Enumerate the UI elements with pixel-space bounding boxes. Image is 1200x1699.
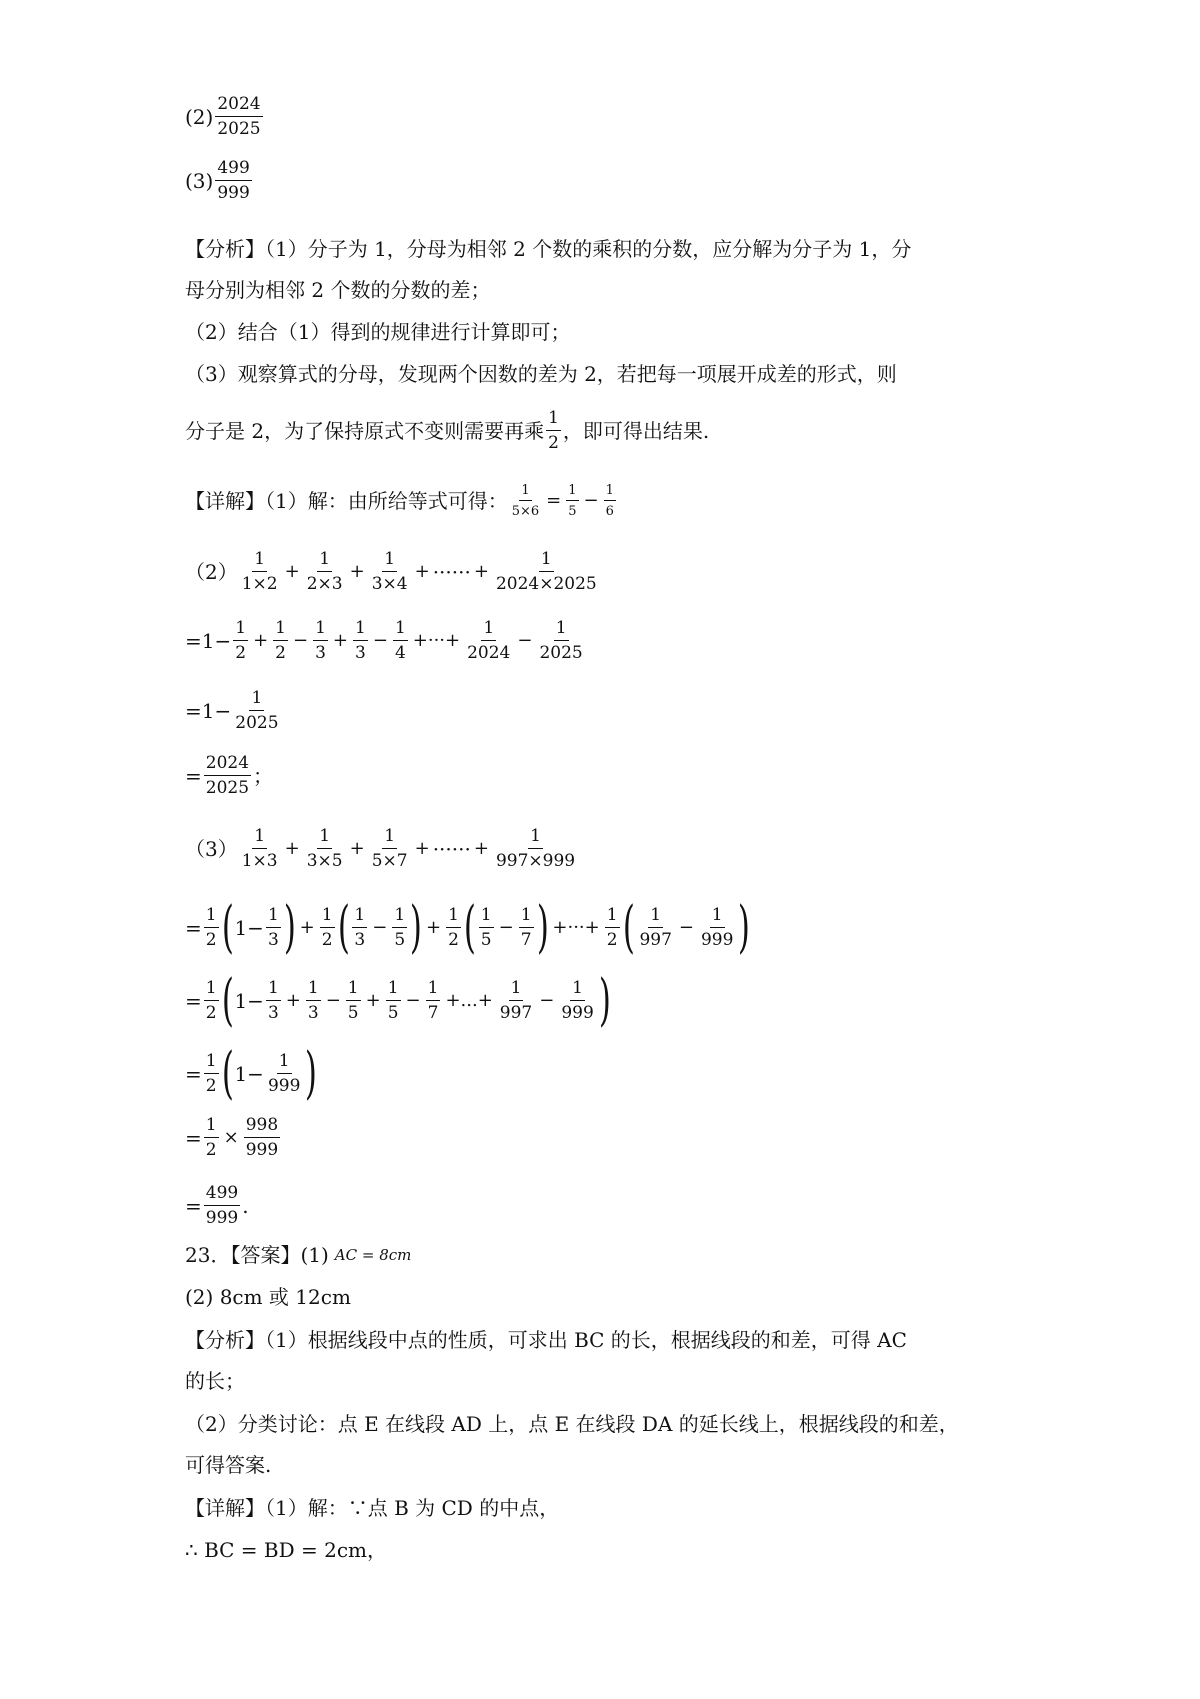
analysis-line: 母分别为相邻 2 个数的分数的差；: [185, 278, 491, 302]
analysis-line: （3）观察算式的分母，发现两个因数的差为 2，若把每一项展开成差的形式，则: [185, 362, 897, 386]
analysis-line: 可得答案.: [185, 1453, 272, 1477]
formula-line: （2） $\frac{1}{1\times 2}$ + $\frac{1}{2\times 3}$ + $\frac{1}{3\times 4}$ + ······ + $\frac{1}{2024\times 2025}$: [185, 549, 597, 594]
detail-line: 【详解】（1）解：∵点 B 为 CD 的中点，: [185, 1496, 560, 1520]
formula-line: = $\frac{1}{2}$ × $\frac{998}{999}$: [185, 1115, 279, 1160]
analysis-line: 分子是 2，为了保持原式不变则需要再乘 $\frac{1}{2}$ ，即可得出结果.: [185, 408, 710, 453]
formula-line: = $\frac{2024}{2025}$ ；: [185, 753, 274, 798]
fraction: $\frac{499}{999}$: [217, 158, 250, 203]
analysis-line: 【分析】（1）分子为 1，分母为相邻 2 个数的乘积的分数，应分解为分子为 1，分: [185, 237, 912, 261]
answer-2: [185, 96, 1050, 138]
fraction: $\frac{1}{2}$: [548, 408, 559, 453]
fraction: $\frac{1}{1\times 2}$: [241, 549, 278, 594]
fraction: $\frac{1}{2\times 3}$: [306, 549, 343, 594]
formula-line: （3） $\frac{1}{1\times 3}$ + $\frac{1}{3\times 5}$ + $\frac{1}{5\times 7}$ + ······ + $\frac{1}{997\times 999}$: [185, 826, 576, 871]
formula-line: =1− $\frac{1}{2025}$: [185, 688, 279, 733]
formula-line: = $\frac{1}{2}$ ( 1− $\frac{1}{3}$ + $\frac{1}{3}$ − $\frac{1}{5}$ + $\frac{1}{5}$ − $\frac{1}{7}$ +...+ $\frac{1}{997}$ − $\frac{1}{999}$ ): [185, 968, 611, 1033]
fraction: $\frac{1}{6}$: [605, 483, 614, 519]
detail-line: ∴ BC = BD = 2cm，: [185, 1538, 388, 1562]
analysis-line: 的长；: [185, 1369, 245, 1393]
answer-label: (2): [185, 105, 214, 129]
fraction: $\frac{1}{5\times 6}$: [511, 483, 540, 519]
formula-line: = $\frac{1}{2}$ ( 1− $\frac{1}{3}$ ) + $\frac{1}{2}$ ( $\frac{1}{3}$ − $\frac{1}{5}$ ) + $\frac{1}{2}$ ( $\frac{1}{5}$ − $\frac{1}{7}$ ) +···+ $\frac{1}{2}$ ( $\frac{1}{997}$ − $\frac{1}{999}$ ): [185, 895, 751, 960]
detail-line: 【详解】（1）解：由所给等式可得： $\frac{1}{5\times 6}$ = $\frac{1}{5}$ − $\frac{1}{6}$: [185, 483, 614, 519]
analysis-line: （2）结合（1）得到的规律进行计算即可；: [185, 320, 571, 344]
answer-label: (3): [185, 169, 214, 193]
fraction: $\frac{1}{2024\times 2025}$: [495, 549, 597, 594]
formula-line: = $\frac{1}{2}$ ( 1− $\frac{1}{999}$ ): [185, 1041, 318, 1106]
formula-line: =1− $\frac{1}{2}$ + $\frac{1}{2}$ − $\frac{1}{3}$ + $\frac{1}{3}$ − $\frac{1}{4}$ +···+ $\frac{1}{2024}$ − $\frac{1}{2025}$: [185, 618, 583, 663]
answer-line: (2) 8cm 或 12cm: [185, 1285, 351, 1309]
analysis-line: （2）分类讨论：点 E 在线段 AD 上，点 E 在线段 DA 的延长线上，根据线段的和差，: [185, 1412, 959, 1436]
fraction: $\frac{1}{5}$: [568, 483, 577, 519]
analysis-line: 【分析】（1）根据线段中点的性质，可求出 BC 的长，根据线段的和差，可得 AC: [185, 1328, 907, 1352]
fraction: $\frac{1}{3\times 4}$: [371, 549, 408, 594]
question-23-answer: 23．【答案】(1) AC = 8cm: [185, 1243, 412, 1267]
formula-line: = $\frac{499}{999}$ .: [185, 1183, 249, 1228]
fraction: $\frac{2024}{2025}$: [217, 94, 261, 139]
answer-3: [185, 160, 1050, 202]
